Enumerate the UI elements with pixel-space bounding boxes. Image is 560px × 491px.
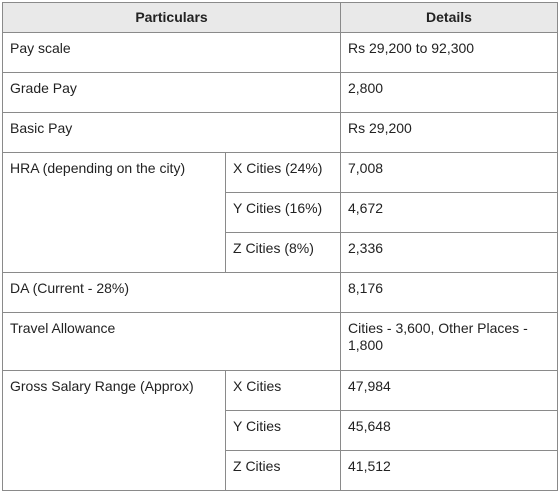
header-details: Details (341, 3, 558, 33)
table-row-grade-pay (3, 73, 558, 113)
hra-y-sub: Y Cities (16%) (226, 193, 341, 233)
table-row-da (3, 273, 558, 313)
gross-z-sub: Z Cities (226, 451, 341, 491)
gross-y-sub: Y Cities (226, 411, 341, 451)
da-label: DA (Current - 28%) (3, 273, 341, 313)
salary-table (2, 2, 558, 491)
gross-x-value: 47,984 (341, 371, 558, 411)
grade-pay-label: Grade Pay (3, 73, 341, 113)
travel-value: Cities - 3,600, Other Places - 1,800 (341, 313, 558, 371)
pay-scale-label: Pay scale (3, 33, 341, 73)
table-row-basic-pay (3, 113, 558, 153)
hra-z-sub: Z Cities (8%) (226, 233, 341, 273)
gross-x-sub: X Cities (226, 371, 341, 411)
travel-label: Travel Allowance (3, 313, 341, 371)
da-value: 8,176 (341, 273, 558, 313)
basic-pay-label: Basic Pay (3, 113, 341, 153)
table-row-pay-scale (3, 33, 558, 73)
header-particulars: Particulars (3, 3, 341, 33)
hra-z-value: 2,336 (341, 233, 558, 273)
hra-x-sub: X Cities (24%) (226, 153, 341, 193)
table-row-gross-x (3, 371, 558, 411)
gross-label: Gross Salary Range (Approx) (3, 371, 226, 491)
table-row-hra-x (3, 153, 558, 193)
gross-z-value: 41,512 (341, 451, 558, 491)
table-row-travel (3, 313, 558, 371)
basic-pay-value: Rs 29,200 (341, 113, 558, 153)
gross-y-value: 45,648 (341, 411, 558, 451)
hra-x-value: 7,008 (341, 153, 558, 193)
grade-pay-value: 2,800 (341, 73, 558, 113)
header-row (3, 3, 558, 33)
pay-scale-value: Rs 29,200 to 92,300 (341, 33, 558, 73)
hra-y-value: 4,672 (341, 193, 558, 233)
hra-label: HRA (depending on the city) (3, 153, 226, 273)
